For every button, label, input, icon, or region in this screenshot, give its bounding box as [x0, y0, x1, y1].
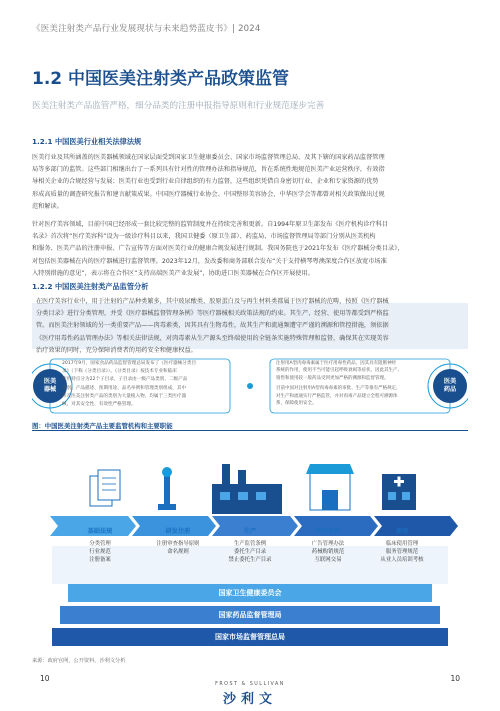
drug-note	[276, 360, 436, 407]
stage-name: 基础法规	[87, 528, 113, 535]
stage-item: 命名规则	[167, 548, 189, 555]
documents-icon	[90, 470, 120, 506]
microscope-icon	[158, 467, 176, 510]
text-line: 分类目录》进行分类管理，并受《医疗器械监督管理条例》等医疗器械相关政策法规的约束。其生产、经营、使用等都受到严格监	[36, 310, 389, 318]
text-line: 范和解读。	[32, 202, 63, 210]
brand-english: FROST & SULLIVAN	[215, 682, 285, 687]
stage-item: 生产监管条例	[233, 541, 267, 547]
page-title: 1.2 中国医美注射类产品政策监管	[32, 69, 290, 89]
stage-item: 广告管理办法	[311, 541, 345, 547]
stage-item: 行业规范	[89, 548, 111, 555]
drug-label: 医美 药品	[443, 378, 457, 393]
bar-samr: 国家市场监督管理总局	[52, 628, 448, 646]
text-line: 在医疗美容行业中，用于注射的产品种类繁多，其中玻尿酸类、胶原蛋白及与再生材料类都属于医疗器械的范畴，按照《医疗器械	[36, 298, 389, 305]
text-line: 类别、产品描述、预期用途、品名举例和管理类别组成，其中	[62, 385, 187, 391]
text-line: 目前中国对注射用A型肉毒毒素的审批、生产等推有严格规定，	[276, 386, 401, 392]
brand-logo-text: 沙利文	[222, 692, 277, 707]
stage-sales-promotion	[298, 526, 358, 564]
text-line: 《医疗用毒性药品管理办法》等相关法律法规，对肉毒素从生产源头至终端使用的全链条实施特殊管理和监督，确保其在实现美容	[36, 334, 389, 342]
text-line: 治疗效果的同时，充分保障消费者的用药安全和健康权益。	[36, 346, 197, 354]
text-line: 2017年9月，国家食品药品监督管理总局发布了《医疗器械分类目	[62, 361, 197, 366]
clinic-icon	[382, 474, 416, 510]
text-line: 使用特点分为22个子目录，子目录由一级产品类别、二级产品	[62, 377, 188, 383]
paragraph-analysis	[36, 296, 464, 357]
text-line: 对生产和流通实行严格监管，并对肉毒产品建立全程可溯源体	[276, 393, 398, 399]
text-line: 涉及医美注射类产品的类别为大量植入物，均属于三类医疗器	[62, 393, 187, 399]
text-line: 针对医疗美容领域，目前中国已经形成一套比较完整的监管制度并在持续完善和更新。自1994年原卫生部发布《医疗机构诊疗科目	[32, 221, 389, 228]
stage-name: 生产	[243, 528, 257, 535]
stage-item: 注册备案	[89, 556, 111, 563]
text-line: 名录》首次将“医疗美容科”设为一级诊疗科目以来，我国卫健委（原卫生部）、药监局、市场监督管理局等部门分别从医美机构	[32, 233, 376, 241]
stage-items	[298, 541, 358, 564]
page-subtitle: 医美注射类产品监管严格，细分品类的注册申报指导原则和行业规范逐步完善	[32, 101, 325, 111]
bar-nmpa: 国家药品监督管理局	[60, 606, 440, 624]
stage-item: 注册审查指导原则	[156, 541, 200, 547]
paragraph-regulators	[32, 152, 468, 213]
text-line: 对包括医美器械在内的医疗器械进行监督管理。2023年12月，发改委和商务部联合发布“关于支持横琴粤澳深度合作区放宽市场准	[32, 257, 387, 265]
text-line: 注射用A型肉毒毒素属于医疗用毒性药品，因其具有阻断神经	[276, 361, 397, 366]
stage-items	[148, 541, 208, 557]
device-label: 医美 器械	[43, 378, 57, 393]
page-number-right: 10	[450, 674, 460, 683]
stage-usage	[372, 526, 432, 564]
bar-nhc: 国家卫生健康委员会	[68, 584, 432, 602]
stage-item: 从业人员培训考核	[380, 556, 424, 563]
text-line: 形成高质量的调查研究报告和建言献策成果。中国医疗器械行业协会、中国整形美容协会、中华医学会等都曾对相关政策做出过规	[32, 190, 385, 198]
stage-item: 服务管理规范	[385, 548, 419, 555]
text-line: 导相关企业的合规经营与发展；医美行业也受到行业自律组织的有力监督，这些组织凭借自身密切行业、企业和专家资源的优势	[32, 178, 379, 186]
stage-items	[372, 541, 432, 564]
device-note	[62, 360, 212, 409]
text-line: 和服务、医美产品的注册申报、广告宣传等方面对医美行业的健康合规发展进行规制。我国务院也于2021年发布《医疗器械分类目录》，	[32, 245, 404, 253]
figure-rule	[32, 430, 468, 431]
stage-item: 委托生产目录	[233, 548, 267, 555]
stage-item: 分类管理	[89, 541, 111, 547]
stage-items	[220, 541, 280, 564]
text-line: 系，保障使用安全。	[276, 401, 317, 407]
text-line: 系统的作用，使用不当可能引起呼吸衰竭等症状，因此其生产、	[276, 368, 402, 374]
text-line: 械，对其安全性、有效性严格管理。	[62, 402, 136, 408]
stage-item: 临床使用管理	[385, 541, 419, 547]
stage-name: 销售宣传	[315, 528, 341, 535]
text-line: 医美行业及其所涵盖的医美器械领域在国家层面受到国家卫生健康委员会、国家市场监督管理总局、及其下辖的国家药品监督管理	[32, 154, 385, 161]
paragraph-history	[32, 219, 468, 280]
store-icon	[306, 464, 354, 510]
stage-name: 使用	[395, 528, 409, 535]
page-number-left: 10	[40, 674, 50, 683]
stage-items	[70, 541, 130, 564]
text-line: 入特别措施的意见”，表示将在合作区“支持高端医美产业发展”，协助进口医美器械在合作区开展使用。	[32, 269, 314, 277]
section-heading-analysis: 1.2.2 中国医美注射类产品监管分析	[32, 282, 149, 291]
factory-icon	[212, 464, 282, 514]
text-line: 局等多部门的监管。这些部门相继出台了一系列具有针对性的管理办法和指导规范，旨在系统性地规范医美产业运营秩序，有效指	[32, 166, 385, 174]
figure-title: 图：中国医美注射类产品主要监管机构和主要职能	[32, 422, 173, 430]
stage-item: 禁止委托生产目录	[228, 556, 272, 563]
section-heading-laws: 1.2.1 中国医美行业相关法律法规	[32, 137, 142, 146]
text-line: 销售和使用较一般药品受到更加严格的溯源和监督管理。	[276, 375, 389, 381]
source-note: 来源：政府官网，公开资料，沙利文分析	[32, 658, 126, 664]
stage-name: 研发注册	[165, 528, 191, 535]
stage-item: 互联网交易	[314, 556, 342, 563]
stage-rd-registration	[148, 526, 208, 557]
text-line: 管。而医美注射领域的另一类重要产品——肉毒素类，因其具有生物毒性，故其生产和流通频遭守严谨的溯源和管控措施，须依据	[36, 322, 389, 330]
stage-basic-regulations	[70, 526, 130, 564]
center-dot	[247, 383, 253, 389]
text-line: 录》（下称《分类目录》）。《分类目录》按技术专业和临床	[62, 369, 177, 375]
report-header: 《医美注射类产品行业发展现状与未来趋势蓝皮书》| 2024	[32, 24, 261, 34]
stage-production	[220, 526, 280, 564]
stage-item: 药械购销规范	[311, 548, 345, 555]
